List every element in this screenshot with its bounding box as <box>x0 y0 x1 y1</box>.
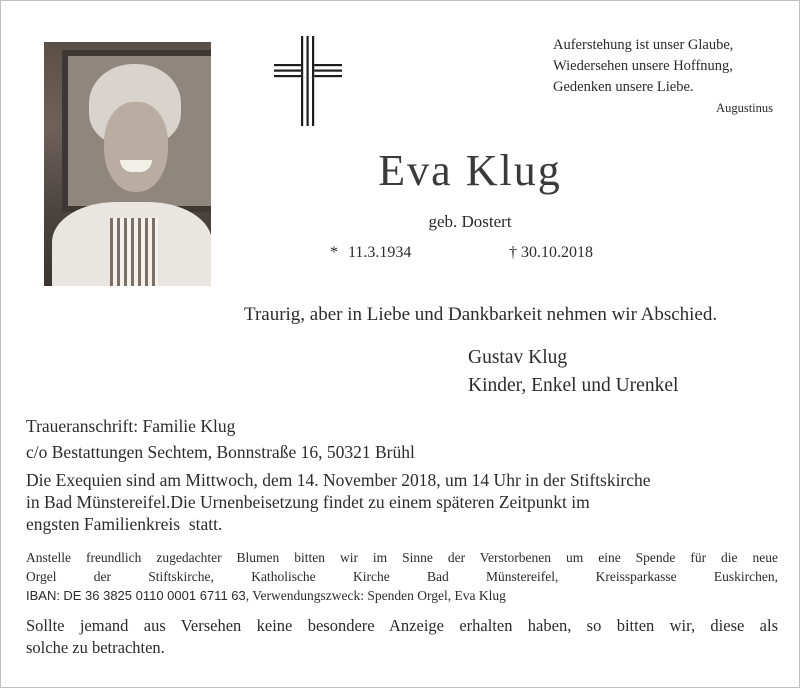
service-details <box>26 469 778 535</box>
address-line: c/o Bestattungen Sechtem, Bonnstraße 16, 50321 Brühl <box>26 442 415 462</box>
quote-author: Augustinus <box>716 101 773 115</box>
death-symbol: † <box>509 244 517 261</box>
service-line: in Bad Münstereifel.Die Urnenbeisetzung findet zu einem späteren Zeitpunkt im <box>26 492 590 512</box>
donation-request <box>26 548 778 605</box>
quote-line: Wiedersehen unsere Hoffnung, <box>553 58 733 74</box>
quote-block <box>553 35 783 117</box>
closing-line: solche zu betrachten. <box>26 638 165 657</box>
iban-number: DE 36 3825 0110 0001 6711 63 <box>63 588 246 603</box>
mourner-line: Kinder, Enkel und Urenkel <box>468 375 679 396</box>
iban-label: IBAN: <box>26 588 60 603</box>
quote-line: Gedenken unsere Liebe. <box>553 79 694 95</box>
closing-note <box>26 615 778 659</box>
donation-line: Anstelle freundlich zugedachter Blumen bitten wir im Sinne der Verstorbenen um eine Spende für die neue <box>26 550 778 565</box>
donation-purpose: , Verwendungszweck: Spenden Orgel, Eva Klug <box>245 588 506 603</box>
address-line: Traueranschrift: Familie Klug <box>26 416 236 436</box>
mourner-line: Gustav Klug <box>468 347 568 368</box>
quote-line: Auferstehung ist unser Glaube, <box>553 37 734 53</box>
service-line: Die Exequien sind am Mittwoch, dem 14. November 2018, um 14 Uhr in der Stiftskirche <box>26 470 651 490</box>
death-date: 30.10.2018 <box>521 244 593 261</box>
birth-date: 11.3.1934 <box>348 244 412 261</box>
mourning-address <box>26 413 415 465</box>
service-line: engsten Familienkreis statt. <box>26 514 223 534</box>
closing-line: Sollte jemand aus Versehen keine besondere Anzeige erhalten haben, so bitten wir, diese als <box>26 616 778 635</box>
deceased-name: Eva Klug <box>378 146 562 195</box>
donation-bank-line <box>26 586 778 605</box>
birth-symbol: * <box>330 244 338 261</box>
cross-icon <box>274 36 342 126</box>
farewell-text: Traurig, aber in Liebe und Dankbarkeit nehmen wir Abschied. <box>244 304 718 325</box>
born-name: geb. Dostert <box>428 212 512 231</box>
donation-line: Orgel der Stiftskirche, Katholische Kirche Bad Münstereifel, Kreissparkasse Euskirchen, <box>26 569 778 584</box>
death-date-line <box>509 244 593 262</box>
portrait-photo <box>44 42 211 286</box>
birth-date-line <box>330 244 411 262</box>
mourners-block <box>468 344 678 400</box>
